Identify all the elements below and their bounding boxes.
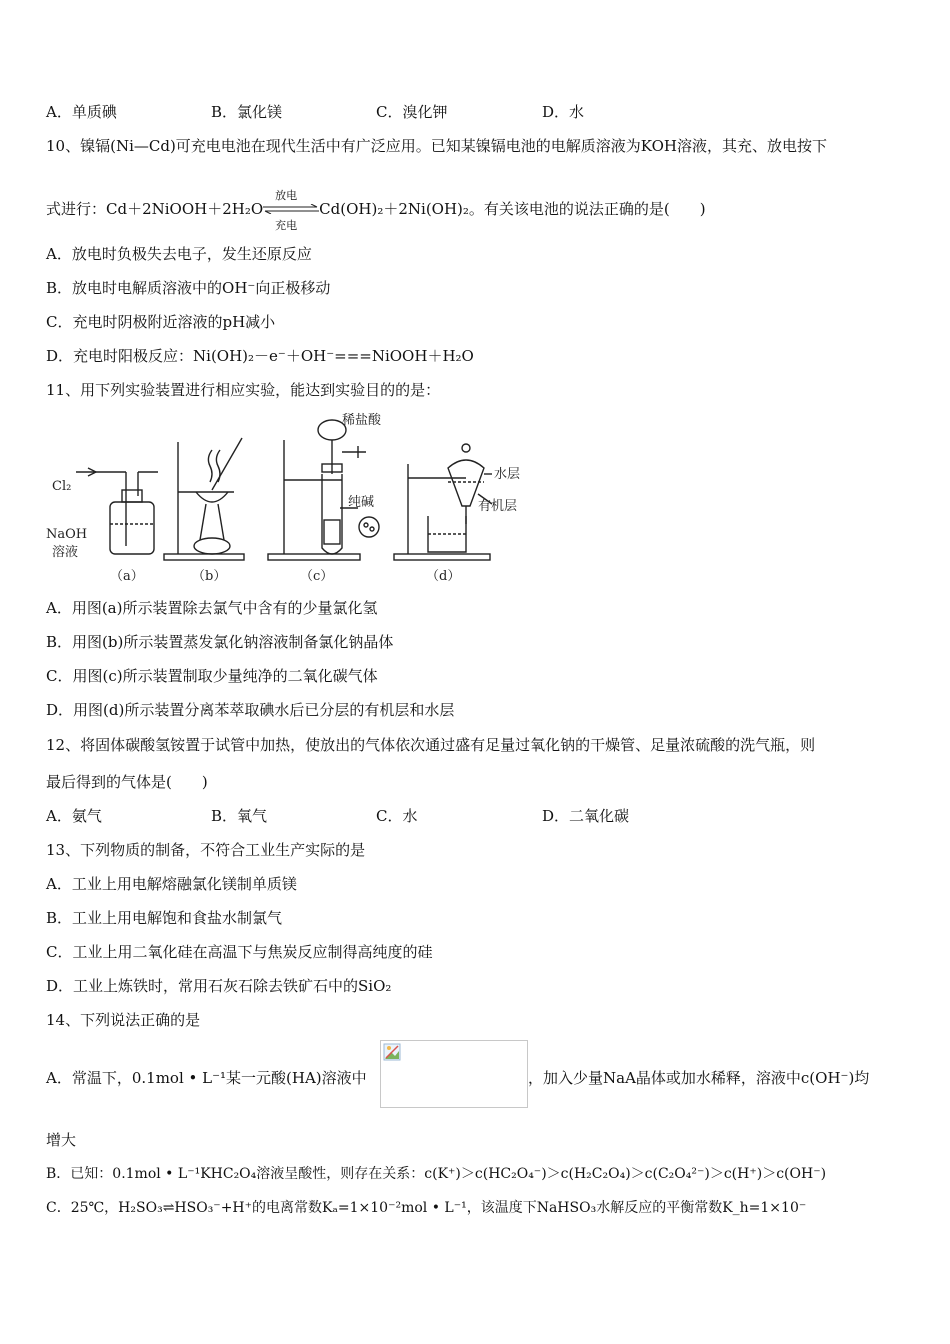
label-fig-b: （b） [192, 569, 227, 584]
q10-equation-right: Cd(OH)₂＋2Ni(OH)₂。有关该电池的说法正确的是( ) [319, 200, 706, 218]
label-fig-c: （c） [300, 569, 334, 584]
q10-stem-line1: 10、镍镉(Ni—Cd)可充电电池在现代生活中有广泛应用。已知某镍镉电池的电解质溶液为KOH溶液，其充、放电按下 [46, 137, 827, 155]
broken-image-placeholder [380, 1040, 528, 1108]
label-fig-d: （d） [426, 569, 461, 584]
q14-stem: 14、下列说法正确的是 [46, 1011, 201, 1029]
arrow-label-discharge: 放电 [275, 189, 298, 202]
q11-apparatus-figure [46, 412, 546, 590]
label-dilute-hcl: 稀盐酸 [342, 413, 382, 428]
q9-option-a: A．单质碘 [46, 103, 117, 121]
label-cl2: Cl₂ [52, 479, 72, 494]
q11-option-b: B．用图(b)所示装置蒸发氯化钠溶液制备氯化钠晶体 [46, 633, 394, 651]
q14-option-c: C．25℃，H₂SO₃⇌HSO₃⁻+H⁺的电离常数Kₐ=1×10⁻²mol • L⁻¹，该温度下NaHSO₃水解反应的平衡常数K_h=1×10⁻ [46, 1200, 807, 1216]
label-soda: 纯碱 [348, 495, 375, 510]
q10-option-b: B．放电时电解质溶液中的OH⁻向正极移动 [46, 279, 331, 297]
q13-option-d: D．工业上炼铁时，常用石灰石除去铁矿石中的SiO₂ [46, 977, 392, 995]
q9-option-c: C．溴化钾 [376, 103, 448, 121]
label-water-layer: 水层 [494, 467, 521, 482]
label-solution: 溶液 [52, 545, 79, 560]
q12-option-b: B．氧气 [211, 807, 268, 825]
q13-stem: 13、下列物质的制备，不符合工业生产实际的是 [46, 841, 366, 859]
q12-stem-line1: 12、将固体碳酸氢铵置于试管中加热，使放出的气体依次通过盛有足量过氧化钠的干燥管、足量浓硫酸的洗气瓶，则 [46, 736, 816, 754]
apparatus-a-wash-bottle [76, 468, 158, 554]
q9-option-b: B．氯化镁 [211, 103, 283, 121]
q13-option-c: C．工业上用二氧化硅在高温下与焦炭反应制得高纯度的硅 [46, 943, 433, 961]
q10-option-a: A．放电时负极失去电子，发生还原反应 [46, 245, 312, 263]
label-organic-layer: 有机层 [478, 499, 518, 514]
label-fig-a: （a） [110, 569, 144, 584]
q14-option-a-post: ，加入少量NaA晶体或加水稀释，溶液中c(OH⁻)均 [528, 1069, 870, 1087]
q11-option-c: C．用图(c)所示装置制取少量纯净的二氧化碳气体 [46, 667, 378, 685]
q10-stem-line2 [46, 189, 706, 232]
q12-option-a: A．氨气 [46, 807, 102, 825]
q11-stem: 11、用下列实验装置进行相应实验，能达到实验目的的是： [46, 381, 441, 399]
q12-option-d: D．二氧化碳 [542, 807, 630, 825]
q12-option-c: C．水 [376, 807, 418, 825]
q10-equation-left: 式进行：Cd＋2NiOOH＋2H₂O [46, 200, 264, 218]
q10-option-c: C．充电时阴极附近溶液的pH减小 [46, 313, 276, 331]
q14-option-a-pre: A．常温下，0.1mol • L⁻¹某一元酸(HA)溶液中 [46, 1069, 367, 1087]
broken-image-icon [383, 1043, 401, 1061]
apparatus-c-co2-generator [268, 420, 379, 560]
q9-option-d: D．水 [542, 103, 585, 121]
q12-stem-line2: 最后得到的气体是( ) [46, 773, 208, 791]
q13-option-a: A．工业上用电解熔融氯化镁制单质镁 [46, 875, 297, 893]
q13-option-b: B．工业上用电解饱和食盐水制氯气 [46, 909, 283, 927]
arrow-label-charge: 充电 [275, 219, 298, 232]
q11-option-a: A．用图(a)所示装置除去氯气中含有的少量氯化氢 [46, 599, 378, 617]
apparatus-b-evaporation [164, 438, 244, 560]
equilibrium-arrow-icon [263, 204, 319, 214]
reversible-arrow [263, 189, 319, 232]
q14-option-a-continued: 增大 [46, 1131, 77, 1149]
q10-option-d: D．充电时阳极反应：Ni(OH)₂－e⁻＋OH⁻===NiOOH＋H₂O [46, 347, 474, 365]
q11-option-d: D．用图(d)所示装置分离苯萃取碘水后已分层的有机层和水层 [46, 701, 455, 719]
label-naoh: NaOH [46, 527, 88, 542]
q14-option-b: B．已知：0.1mol • L⁻¹KHC₂O₄溶液呈酸性，则存在关系：c(K⁺)＞c(HC₂O₄⁻)＞c(H₂C₂O₄)＞c(C₂O₄²⁻)＞c(H⁺)＞c(OH⁻) [46, 1166, 827, 1182]
